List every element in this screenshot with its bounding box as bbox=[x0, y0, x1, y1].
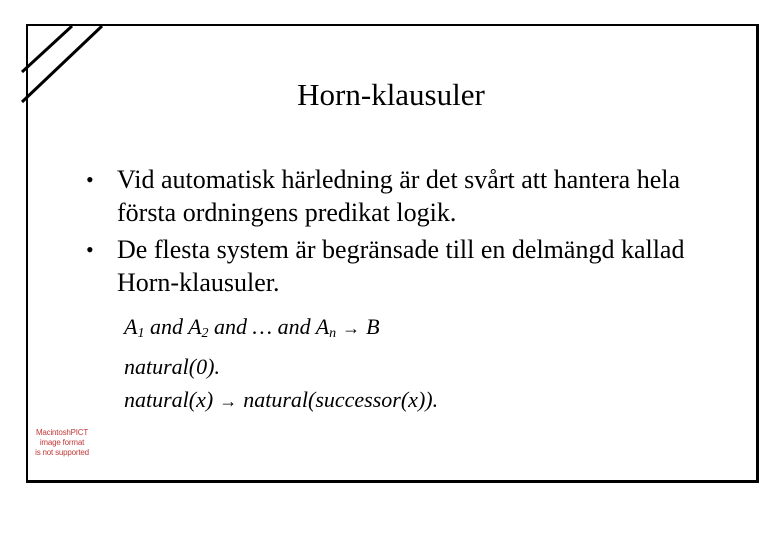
bullet-item bbox=[86, 233, 706, 299]
bullet-text: De flesta system är begränsade till en delmängd kallad Horn-klausuler. bbox=[117, 235, 685, 297]
bullet-marker: • bbox=[86, 167, 94, 192]
horn-clause-formula: $A_1$ and $A_2$ and … and $A_n \to B$ bbox=[124, 314, 380, 341]
implies-arrow-icon: → bbox=[342, 318, 361, 338]
bullet-list bbox=[86, 163, 706, 303]
bullet-marker: • bbox=[86, 237, 94, 262]
bullet-text: Vid automatisk härledning är det svårt att hantera hela första ordningens predikat logik. bbox=[117, 165, 681, 227]
rule-formula: natural(x) → natural(successor(x)). bbox=[124, 387, 439, 412]
unsupported-image-placeholder: MacintoshPICT image format is not supported bbox=[35, 428, 89, 457]
fact-formula: natural(0). bbox=[124, 354, 220, 379]
slide-title: Horn-klausuler bbox=[297, 77, 485, 112]
formula-block bbox=[124, 310, 438, 418]
implies-arrow-icon: → bbox=[219, 391, 238, 411]
bullet-item bbox=[86, 163, 706, 229]
